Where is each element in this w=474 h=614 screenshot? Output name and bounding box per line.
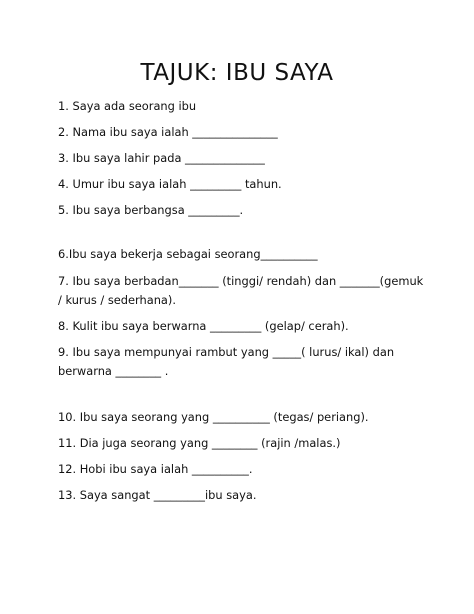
question-1: 1. Saya ada seorang ibu [58, 99, 197, 113]
question-3: 3. Ibu saya lahir pada ______________ [58, 151, 265, 165]
question-9-continued: berwarna ________ . [58, 364, 169, 378]
question-9: 9. Ibu saya mempunyai rambut yang _____( lurus/ ikal) dan [58, 345, 395, 359]
question-6: 6.Ibu saya bekerja sebagai seorang__________ [58, 247, 318, 261]
question-8: 8. Kulit ibu saya berwarna _________ (gelap/ cerah). [58, 319, 349, 333]
question-11: 11. Dia juga seorang yang ________ (rajin /malas.) [58, 436, 341, 450]
question-5: 5. Ibu saya berbangsa _________. [58, 203, 244, 217]
question-7-continued: / kurus / sederhana). [58, 293, 176, 307]
page-title: TAJUK: IBU SAYA [140, 60, 334, 86]
question-4: 4. Umur ibu saya ialah _________ tahun. [58, 177, 282, 191]
question-2: 2. Nama ibu saya ialah _______________ [58, 125, 278, 139]
question-7: 7. Ibu saya berbadan_______ (tinggi/ rendah) dan _______(gemuk [58, 274, 424, 288]
question-12: 12. Hobi ibu saya ialah __________. [58, 462, 253, 476]
question-10: 10. Ibu saya seorang yang __________ (tegas/ periang). [58, 410, 369, 424]
question-13: 13. Saya sangat _________ibu saya. [58, 488, 257, 502]
